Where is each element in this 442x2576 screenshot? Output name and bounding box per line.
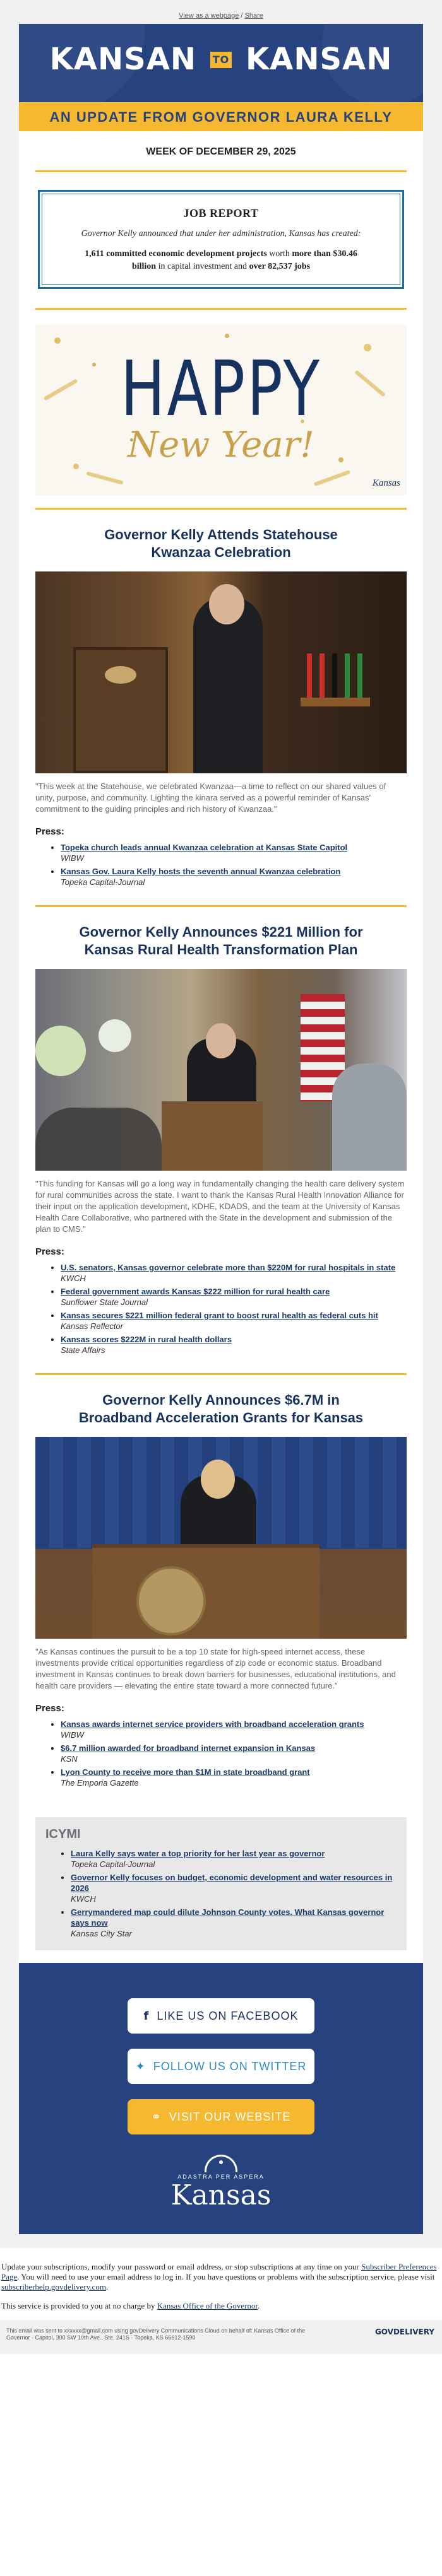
banner-title-right: KANSAN — [245, 42, 393, 77]
press-source: KSN — [61, 1754, 78, 1764]
kinara-candle — [332, 653, 337, 698]
audience-head — [35, 1108, 162, 1171]
share-link[interactable]: Share — [244, 12, 263, 20]
kwanzaa-section — [19, 510, 423, 905]
section-divider — [35, 308, 407, 310]
press-item — [61, 1262, 407, 1284]
job-stat-jobs: over 82,537 jobs — [249, 262, 311, 271]
twitter-button[interactable] — [128, 2049, 314, 2084]
press-item — [61, 1767, 407, 1788]
banner-title — [19, 42, 423, 77]
press-link[interactable]: U.S. senators, Kansas governor celebrate more than $220M for rural hospitals in state — [61, 1263, 396, 1272]
facebook-label: LIKE US ON FACEBOOK — [157, 2010, 299, 2022]
new-year-text: New Year! — [128, 424, 314, 465]
icymi-link[interactable]: Gerrymandered map could dilute Johnson County votes. What Kansas governor says now — [71, 1907, 385, 1928]
press-source: State Affairs — [61, 1345, 105, 1355]
speaker-head — [206, 1023, 236, 1058]
fine-print — [0, 2320, 442, 2354]
press-item — [61, 1286, 407, 1308]
sunflower-arc-icon — [205, 2155, 237, 2172]
governor-office-link[interactable]: Kansas Office of the Governor — [157, 2301, 258, 2310]
confetti-dot — [54, 337, 61, 344]
facebook-icon: f — [143, 2010, 150, 2023]
legal-notice — [0, 2248, 442, 2311]
job-stat-text-2: in capital investment and — [156, 262, 249, 271]
footer-social — [19, 1963, 423, 2234]
streamer — [86, 471, 124, 484]
broadband-section — [19, 1375, 423, 1806]
icymi-item — [71, 1872, 397, 1904]
kinara-candle — [357, 653, 362, 698]
subscriber-help-link[interactable]: subscriberhelp.govdelivery.com — [1, 2282, 106, 2292]
section-title: Governor Kelly Announces $6.7M in Broadband Acceleration Grants for Kansas — [78, 1392, 364, 1426]
notice-text: . — [258, 2301, 260, 2310]
icymi-item — [71, 1848, 397, 1870]
press-link[interactable]: Kansas Gov. Laura Kelly hosts the seventh annual Kwanzaa celebration — [61, 867, 341, 876]
section-divider — [35, 170, 407, 172]
section-title: Governor Kelly Attends Statehouse Kwanzaa Celebration — [104, 527, 338, 560]
balloon — [35, 1026, 86, 1076]
speaker-head — [201, 1460, 235, 1499]
job-stat-investment: more than $30.46 billion — [131, 249, 357, 271]
footer-logo-wordmark: Kansas — [170, 2179, 272, 2211]
icymi-link[interactable]: Governor Kelly focuses on budget, economic development and water resources in 2026 — [71, 1873, 393, 1893]
facebook-button[interactable] — [128, 1998, 314, 2034]
website-button[interactable] — [128, 2099, 314, 2134]
press-item — [61, 1334, 407, 1355]
press-list — [35, 1719, 407, 1788]
kinara-candle — [307, 653, 312, 698]
job-stat-text-1: worth — [266, 249, 292, 259]
balloon — [99, 1019, 131, 1052]
website-label: VISIT OUR WEBSITE — [169, 2111, 291, 2123]
press-source: Sunflower State Journal — [61, 1297, 148, 1307]
icymi-title: ICYMI — [45, 1827, 81, 1841]
press-link[interactable]: Topeka church leads annual Kwanzaa celebration at Kansas State Capitol — [61, 843, 348, 852]
streamer — [44, 378, 78, 401]
header-banner — [19, 24, 423, 131]
subscription-notice — [1, 2262, 441, 2292]
rural-health-photo — [35, 969, 407, 1171]
job-report-box — [38, 190, 404, 289]
press-source: WIBW — [61, 853, 84, 863]
kansas-footer-logo — [19, 2155, 423, 2211]
podium-seal — [105, 666, 136, 684]
kinara-candle — [320, 653, 325, 698]
happy-new-year-graphic — [35, 325, 407, 495]
podium — [92, 1544, 320, 1639]
fine-print-text: This email was sent to xxxxxx@gmail.com using govDelivery Communications Cloud on behalf of: Kansas Office of the Governor · Capitol, 300 SW 10th Ave., Ste. 241S · Topeka, KS 66612-1590 — [6, 2327, 306, 2341]
twitter-icon: ✦ — [135, 2060, 146, 2073]
press-source: WIBW — [61, 1730, 84, 1740]
icymi-link[interactable]: Laura Kelly says water a top priority for her last year as governor — [71, 1849, 325, 1858]
job-report-intro: Governor Kelly announced that under her administration, Kansas has created: — [81, 229, 361, 238]
press-source: KWCH — [61, 1273, 86, 1283]
press-label: Press: — [35, 1703, 64, 1714]
press-link[interactable]: Kansas awards internet service providers with broadband acceleration grants — [61, 1719, 364, 1729]
bottom-spacer — [0, 2234, 442, 2248]
press-link[interactable]: Lyon County to receive more than $1M in state broadband grant — [61, 1767, 310, 1777]
footer-logo-tagline: ADASTRA PER ASPERA — [177, 2174, 265, 2180]
press-list — [35, 842, 407, 887]
press-list — [35, 1262, 407, 1355]
banner-subtitle: AN UPDATE FROM GOVERNOR LAURA KELLY — [19, 103, 423, 131]
icymi-section — [35, 1817, 407, 1950]
press-link[interactable]: Kansas scores $222M in rural health dollars — [61, 1335, 232, 1344]
confetti-dot — [225, 334, 229, 338]
job-report-title: JOB REPORT — [183, 207, 259, 220]
press-item — [61, 842, 407, 864]
press-link[interactable]: Federal government awards Kansas $222 million for rural health care — [61, 1287, 330, 1296]
press-link[interactable]: Kansas secures $221 million federal grant to boost rural health as federal cuts hit — [61, 1311, 378, 1320]
job-report-stats — [55, 248, 387, 273]
icymi-source: Kansas City Star — [71, 1929, 132, 1938]
provider-notice — [1, 2301, 441, 2311]
press-label: Press: — [35, 1246, 64, 1257]
job-stat-projects: 1,611 committed economic development projects — [85, 249, 267, 259]
rural-health-section — [19, 907, 423, 1373]
job-report-inner — [42, 194, 400, 285]
link-separator: / — [241, 12, 243, 20]
broadband-photo — [35, 1437, 407, 1639]
state-seal — [136, 1566, 206, 1636]
press-source: The Emporia Gazette — [61, 1778, 139, 1788]
banner-title-left: KANSAN — [49, 42, 197, 77]
kansas-logo: Kansas — [372, 478, 400, 488]
audience-head — [332, 1063, 407, 1171]
kwanzaa-photo — [35, 571, 407, 773]
view-as-webpage-link[interactable]: View as a webpage — [179, 12, 239, 20]
press-source: Topeka Capital-Journal — [61, 877, 145, 887]
globe-icon: ⚭ — [151, 2111, 162, 2124]
press-item — [61, 1310, 407, 1332]
happy-text: HAPPY — [120, 346, 322, 433]
section-quote: "This week at the Statehouse, we celebrated Kwanzaa—a time to reflect on our shared values of unity, purpose, and community. Lighting the kinara served as a powerful reminder of Kansas' commitment to the guiding principles and rich history of Kwanzaa." — [35, 782, 386, 814]
icymi-item — [71, 1907, 397, 1939]
twitter-label: FOLLOW US ON TWITTER — [153, 2060, 307, 2073]
notice-text: . You will need to use your email address to log in. If you have questions or problems with the subscription service, please visit — [17, 2272, 435, 2281]
section-title: Governor Kelly Announces $221 Million for Kansas Rural Health Transformation Plan — [79, 924, 363, 957]
notice-text: Update your subscriptions, modify your password or email address, or stop subscriptions at any time on your — [1, 2262, 362, 2271]
kinara-base — [301, 698, 370, 706]
streamer — [314, 470, 350, 486]
press-source: Kansas Reflector — [61, 1321, 123, 1331]
press-label: Press: — [35, 826, 64, 837]
banner-to-badge: TO — [210, 52, 232, 68]
press-item — [61, 1743, 407, 1764]
speaker-head — [209, 584, 244, 624]
press-item — [61, 1719, 407, 1740]
email-body — [19, 24, 423, 2234]
press-item — [61, 866, 407, 887]
press-link[interactable]: $6.7 million awarded for broadband internet expansion in Kansas — [61, 1743, 316, 1753]
kinara-candle — [345, 653, 350, 698]
icymi-source: Topeka Capital-Journal — [71, 1859, 155, 1869]
section-quote: "This funding for Kansas will go a long way in fundamentally changing the health care delivery system for rural communities across the state. I want to thank the Kansas Rural Health Innovation Alliance for their input on the application development, KDHE, KDADS, and the team at the University of Kansas Health Care Collaborative, who partnered with the State in the development and submission of the plan to CMS." — [35, 1179, 405, 1234]
podium — [162, 1101, 263, 1171]
notice-text: . — [105, 2282, 109, 2292]
notice-text: This service is provided to you at no charge by — [1, 2301, 157, 2310]
icymi-source: KWCH — [71, 1894, 96, 1904]
section-quote: "As Kansas continues the pursuit to be a top 10 state for high-speed internet access, these investments provide critical opportunities regardless of zip code or economic status. Broadband investment in Kansas continues to break down barriers for businesses, educational institutions, and health care providers — elevating the entire state toward a more connected future." — [35, 1647, 396, 1690]
subscriber-preferences-link[interactable]: Subscriber Preferences Page — [1, 2262, 437, 2281]
week-heading: WEEK OF DECEMBER 29, 2025 — [146, 146, 296, 157]
govdelivery-logo: GOVDELIVERY — [374, 2327, 434, 2336]
icymi-list — [45, 1848, 397, 1939]
top-links — [0, 8, 442, 24]
